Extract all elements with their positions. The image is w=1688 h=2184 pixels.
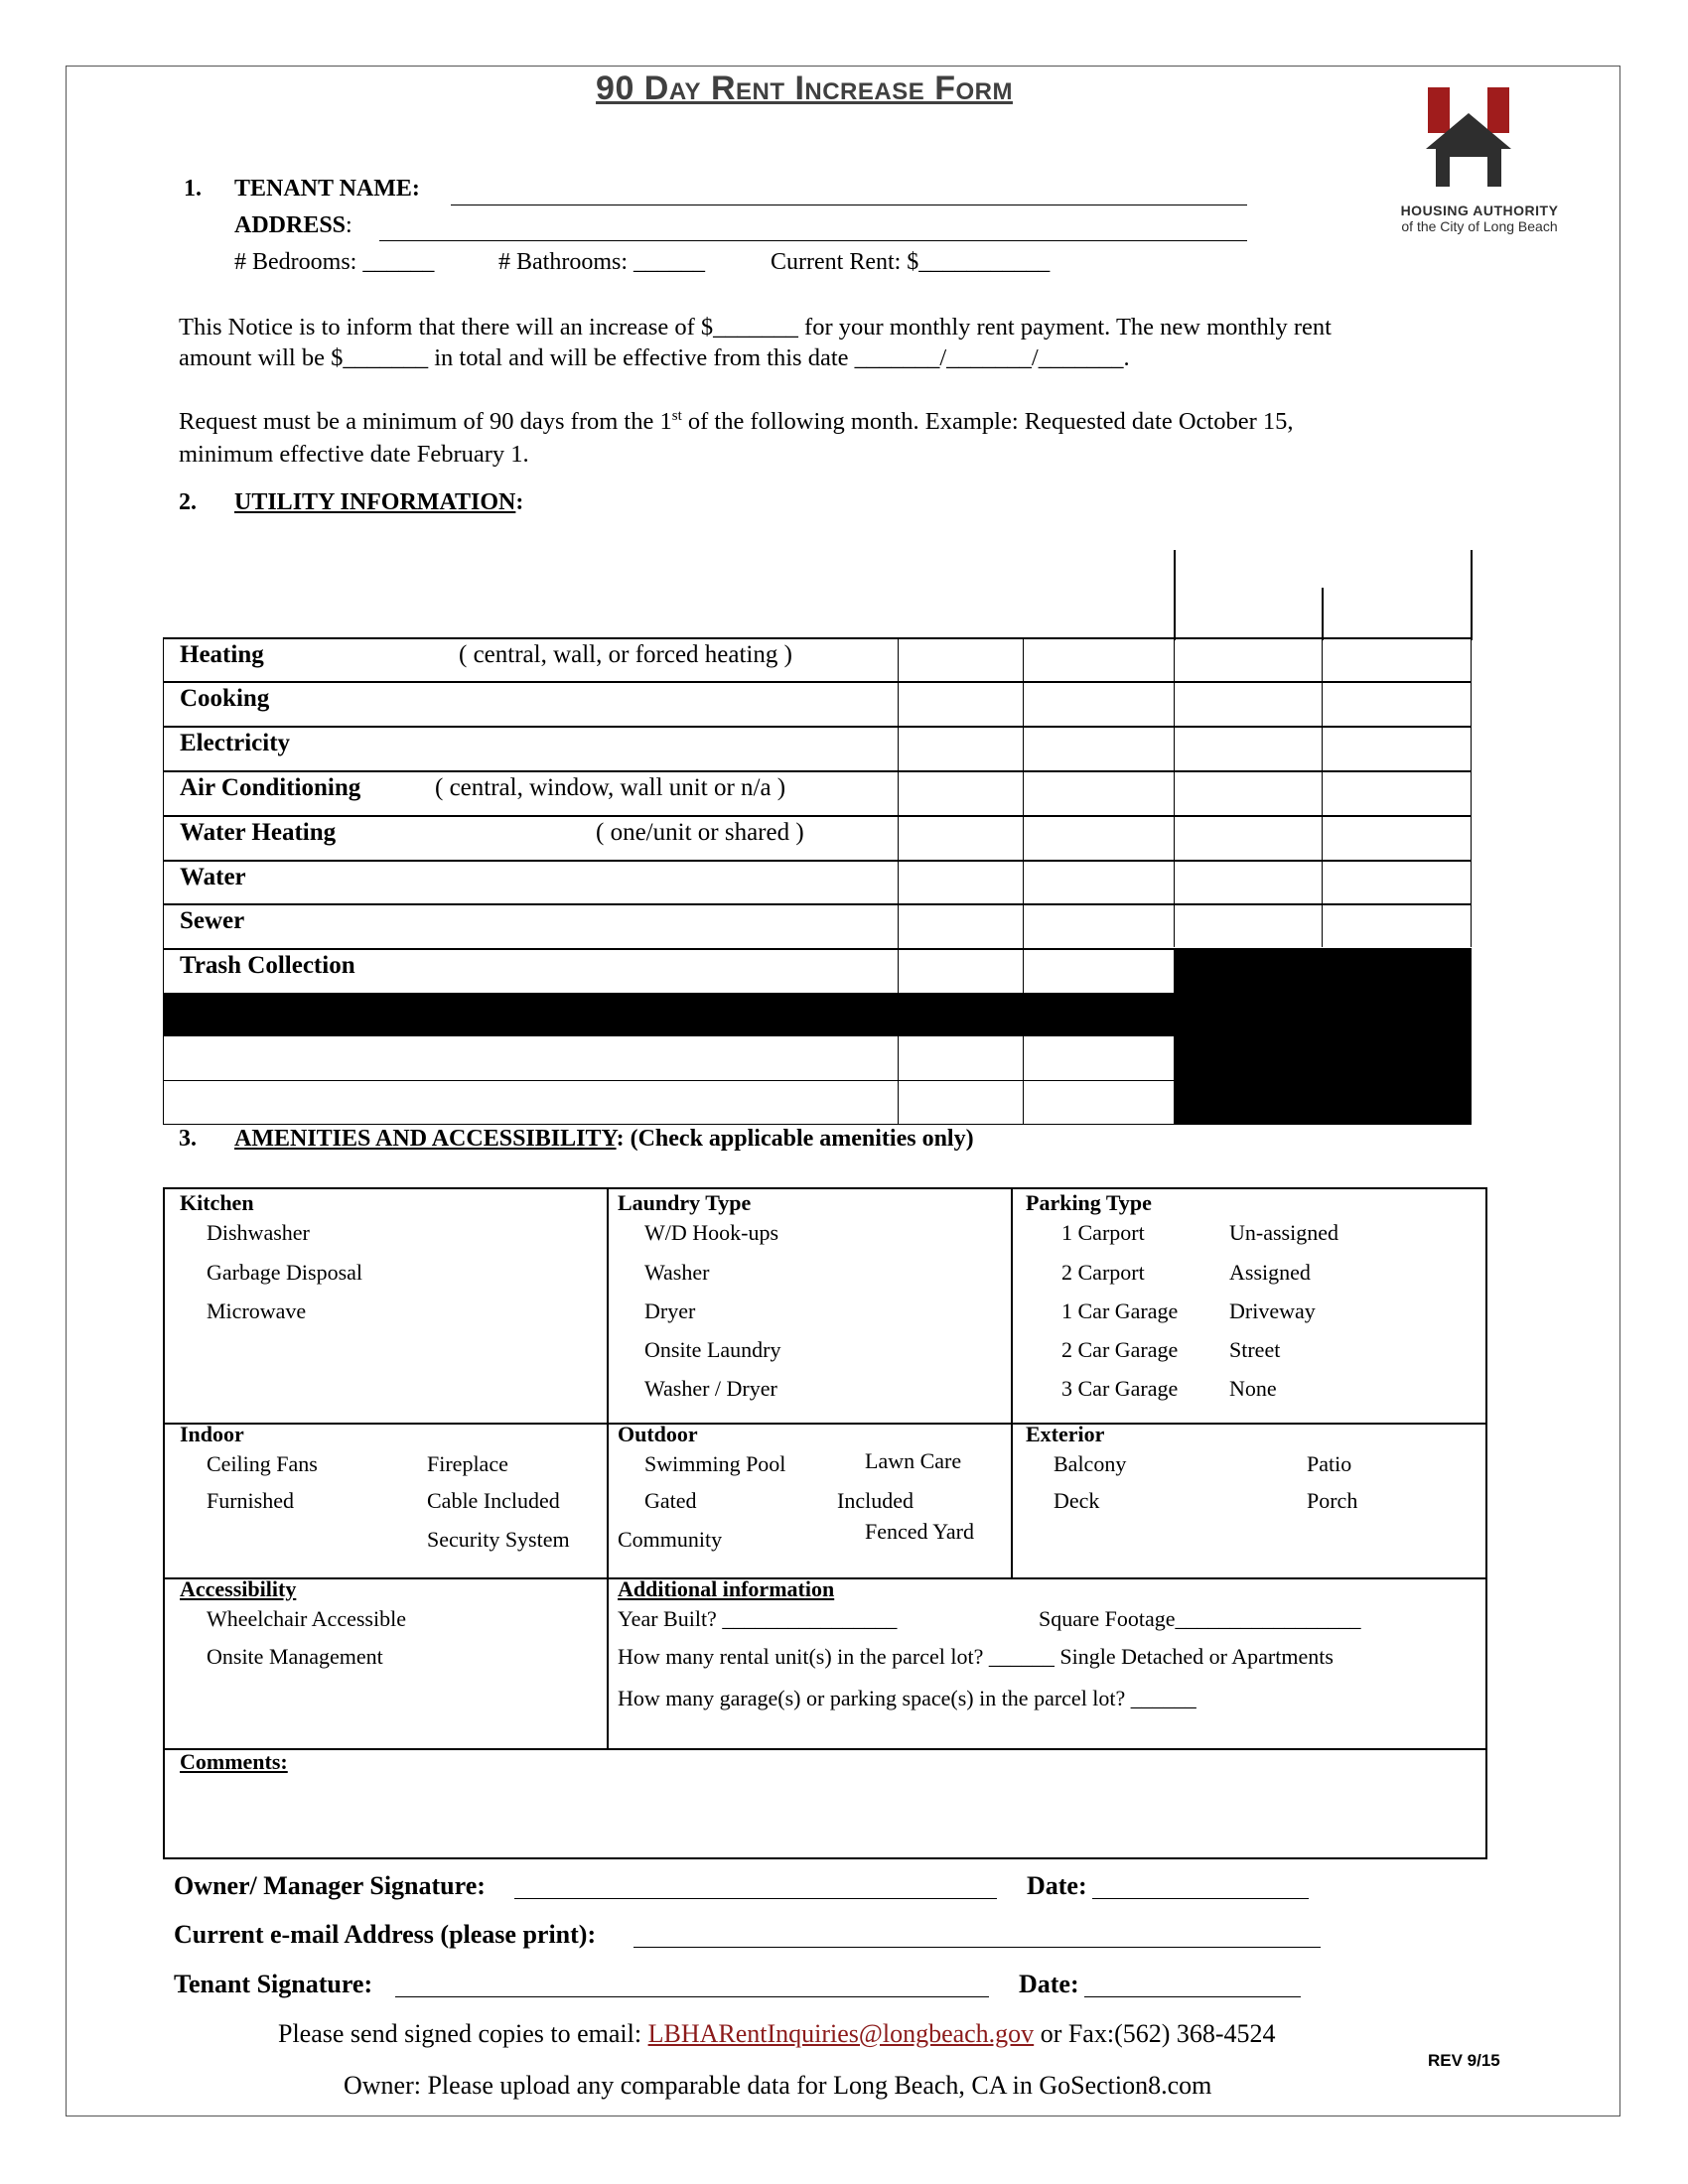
am-vline-2 (1011, 1187, 1013, 1578)
amenity-swimming-pool[interactable]: Swimming Pool (644, 1451, 786, 1476)
amenity-onsite-management[interactable]: Onsite Management (207, 1644, 383, 1669)
kitchen-title: Kitchen (180, 1190, 254, 1215)
amenity-patio[interactable]: Patio (1307, 1451, 1352, 1476)
parking-assigned[interactable]: Assigned (1229, 1260, 1311, 1285)
revision-label: REV 9/15 (1428, 2051, 1500, 2070)
section1-number: 1. (184, 176, 202, 202)
send-instructions (278, 2019, 1276, 2049)
utility-label-electricity: Electricity (180, 730, 291, 756)
row-line-6 (163, 903, 1472, 905)
house-logo-icon (1360, 85, 1599, 195)
amenity-washer-dryer[interactable]: Washer / Dryer (644, 1376, 777, 1401)
amenity-wheelchair-accessible[interactable]: Wheelchair Accessible (207, 1606, 406, 1631)
table-left-border (163, 637, 164, 1124)
utility-label-cooking: Cooking (180, 685, 270, 712)
section3-number: 3. (179, 1126, 197, 1152)
current-rent-label[interactable]: Current Rent: $___________ (771, 249, 1051, 275)
amenity-community: Community (618, 1527, 723, 1552)
utility-label-air-conditioning: Air Conditioning (180, 774, 361, 801)
square-footage-field[interactable]: Square Footage_________________ (1039, 1606, 1361, 1631)
address-colon: : (346, 212, 352, 238)
utility-label-sewer: Sewer (180, 907, 245, 934)
outdoor-title: Outdoor (618, 1422, 698, 1446)
additional-info-title: Additional information (618, 1576, 835, 1601)
parking-driveway[interactable]: Driveway (1229, 1298, 1316, 1323)
upload-instructions: Owner: Please upload any comparable data for Long Beach, CA in GoSection8.com (344, 2071, 1212, 2100)
address-label: ADDRESS (234, 212, 347, 238)
amenity-gated[interactable]: Gated (644, 1488, 697, 1513)
request-line1-b: of the following month. Example: Requested date October 15, (681, 408, 1294, 436)
request-line2: minimum effective date February 1. (179, 441, 529, 468)
amenity-lawn-care[interactable]: Lawn Care (865, 1448, 962, 1473)
tenant-date-field[interactable] (1084, 1996, 1301, 1997)
garages-field[interactable]: How many garage(s) or parking space(s) in the parcel lot? ______ (618, 1686, 1196, 1710)
tenant-signature-label: Tenant Signature: (174, 1970, 373, 1998)
comments-field[interactable] (169, 1782, 1479, 1851)
amenity-washer[interactable]: Washer (644, 1260, 710, 1285)
parking-unassigned[interactable]: Un-assigned (1229, 1220, 1338, 1245)
amenity-dryer[interactable]: Dryer (644, 1298, 696, 1323)
bathrooms-label[interactable]: # Bathrooms: ______ (498, 249, 705, 275)
housing-authority-logo (1360, 85, 1599, 234)
amenity-fenced-yard[interactable]: Fenced Yard (865, 1519, 974, 1544)
row-line-4 (163, 815, 1472, 817)
header-vline-a (1174, 550, 1176, 640)
request-sup: st (671, 408, 682, 424)
redacted-block (1174, 948, 1472, 1125)
amenity-furnished[interactable]: Furnished (207, 1488, 294, 1513)
amenities-heading (234, 1126, 974, 1153)
row-line-2 (163, 726, 1472, 728)
amenity-onsite-laundry[interactable]: Onsite Laundry (644, 1337, 781, 1362)
section2-number: 2. (179, 489, 197, 515)
owner-signature-label: Owner/ Manager Signature: (174, 1871, 486, 1900)
address-label-wrap (234, 212, 352, 239)
amenity-security-system[interactable]: Security System (427, 1527, 570, 1552)
amenity-dishwasher[interactable]: Dishwasher (207, 1220, 310, 1245)
utility-heading-colon: : (515, 489, 524, 515)
amenity-deck[interactable]: Deck (1054, 1488, 1100, 1513)
exterior-title: Exterior (1026, 1422, 1105, 1446)
row-line-3 (163, 770, 1472, 772)
utility-note-water-heating: ( one/unit or shared ) (596, 819, 804, 846)
amenity-wd-hookups[interactable]: W/D Hook-ups (644, 1220, 779, 1245)
parking-1-car-garage[interactable]: 1 Car Garage (1061, 1298, 1179, 1323)
notice-line2: amount will be $_______ in total and will be effective from this date _______/_______/_______. (179, 344, 1130, 371)
form-title: 90 Day Rent Increase Form (596, 69, 1013, 107)
utility-note-heating: ( central, wall, or forced heating ) (459, 641, 792, 668)
amenity-fireplace[interactable]: Fireplace (427, 1451, 508, 1476)
owner-date-label: Date: (1027, 1871, 1087, 1900)
col-line-4 (1322, 637, 1323, 947)
comments-label: Comments: (180, 1749, 288, 1774)
col-line-2 (1023, 637, 1024, 1124)
col-line-3 (1174, 637, 1175, 947)
tenant-name-label: TENANT NAME: (234, 176, 420, 202)
amenity-cable-included[interactable]: Cable Included (427, 1488, 560, 1513)
amenity-ceiling-fans[interactable]: Ceiling Fans (207, 1451, 318, 1476)
am-hline-3 (163, 1748, 1487, 1750)
tenant-date-label: Date: (1019, 1970, 1079, 1998)
logo-text-line1: HOUSING AUTHORITY (1400, 203, 1559, 218)
amenity-microwave[interactable]: Microwave (207, 1298, 307, 1323)
amenity-balcony[interactable]: Balcony (1054, 1451, 1127, 1476)
indoor-title: Indoor (180, 1422, 244, 1446)
request-line1 (179, 408, 1294, 436)
email-field[interactable] (633, 1947, 1321, 1948)
utility-heading-text: UTILITY INFORMATION (234, 489, 516, 515)
row-line-10 (163, 1124, 1174, 1125)
send-prefix: Please send signed copies to email: (278, 2019, 648, 2048)
header-vline-c (1471, 550, 1473, 640)
address-field[interactable] (379, 240, 1247, 241)
utility-label-water-heating: Water Heating (180, 819, 337, 846)
parking-street[interactable]: Street (1229, 1337, 1281, 1362)
amenity-included: Included (837, 1488, 914, 1513)
am-border (163, 1187, 1487, 1859)
utility-label-water: Water (180, 864, 246, 890)
parking-2-carport[interactable]: 2 Carport (1061, 1260, 1145, 1285)
utility-label-trash-collection: Trash Collection (180, 952, 355, 979)
am-vline-1 (607, 1187, 609, 1749)
laundry-title: Laundry Type (618, 1190, 752, 1215)
owner-signature-field[interactable] (514, 1898, 997, 1899)
notice-line1: This Notice is to inform that there will an increase of $_______ for your monthly rent payment. The new monthly rent (179, 314, 1332, 341)
year-built-field[interactable]: Year Built? ________________ (618, 1606, 898, 1631)
owner-date-field[interactable] (1092, 1898, 1309, 1899)
col-line-1 (898, 637, 899, 1124)
amenity-garbage-disposal[interactable]: Garbage Disposal (207, 1260, 363, 1285)
tenant-signature-field[interactable] (395, 1996, 989, 1997)
parking-title: Parking Type (1026, 1190, 1152, 1215)
header-vline-b (1322, 588, 1324, 640)
send-suffix: or Fax:(562) 368-4524 (1034, 2019, 1276, 2048)
utility-label-heating: Heating (180, 641, 264, 668)
utility-heading (234, 489, 523, 516)
bedrooms-label[interactable]: # Bedrooms: ______ (234, 249, 435, 275)
utility-note-air-conditioning: ( central, window, wall unit or n/a ) (435, 774, 786, 801)
am-hline-1 (163, 1423, 1487, 1425)
col-line-5 (1471, 637, 1472, 947)
email-link[interactable]: LBHARentInquiries@longbeach.gov (647, 2019, 1035, 2048)
row-line-9 (163, 1080, 1174, 1081)
amenities-heading-suffix: : (Check applicable amenities only) (616, 1126, 974, 1152)
parking-2-car-garage[interactable]: 2 Car Garage (1061, 1337, 1179, 1362)
logo-text-line2: of the City of Long Beach (1401, 218, 1558, 234)
email-label: Current e-mail Address (please print): (174, 1920, 597, 1949)
row-line-1 (163, 681, 1472, 683)
amenities-heading-text: AMENITIES AND ACCESSIBILITY (234, 1126, 617, 1152)
rental-units-field[interactable]: How many rental unit(s) in the parcel lot? ______ Single Detached or Apartments (618, 1644, 1334, 1669)
request-line1-a: Request must be a minimum of 90 days from the 1 (179, 408, 672, 436)
parking-none[interactable]: None (1229, 1376, 1277, 1401)
parking-3-car-garage[interactable]: 3 Car Garage (1061, 1376, 1179, 1401)
accessibility-title: Accessibility (180, 1576, 297, 1601)
row-line-5 (163, 860, 1472, 862)
parking-1-carport[interactable]: 1 Carport (1061, 1220, 1145, 1245)
amenity-porch[interactable]: Porch (1307, 1488, 1358, 1513)
utility-row[interactable] (898, 637, 1472, 681)
